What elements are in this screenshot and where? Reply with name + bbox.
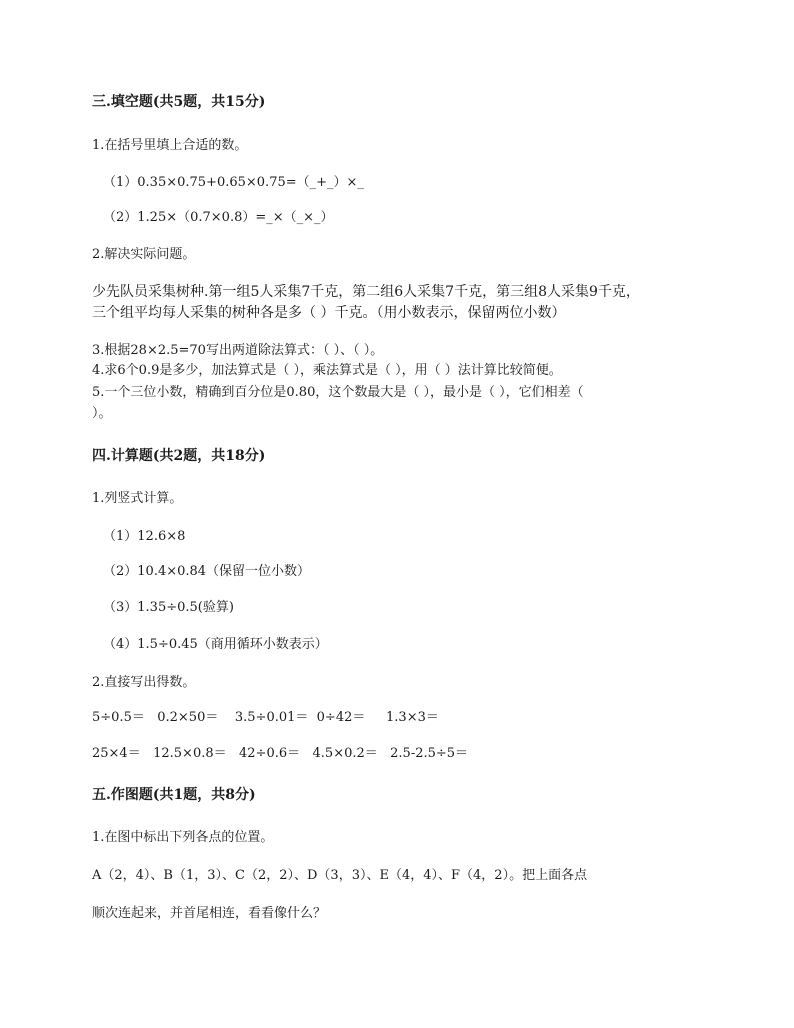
section-3-heading: 三.填空题(共5题，共15分) <box>92 94 266 110</box>
s4-q1-item-2: （2）10.4×0.84（保留一位小数） <box>103 564 311 579</box>
s3-q1-item-1: （1）0.35×0.75+0.65×0.75=（_+_）×_ <box>103 175 364 190</box>
s4-q2-row-2: 25×4＝ 12.5×0.8＝ 42÷0.6＝ 4.5×0.2＝ 2.5-2.5÷5＝ <box>92 746 469 761</box>
s4-q1-item-3: （3）1.35÷0.5(验算) <box>103 600 234 615</box>
s3-q2-stem: 2.解决实际问题。 <box>92 247 196 262</box>
s4-q2-row-1: 5÷0.5＝ 0.2×50＝ 3.5÷0.01＝ 0÷42＝ 1.3×3＝ <box>92 710 439 725</box>
s3-q2-line-2: 三个组平均每人采集的树种各是多（ ）千克。（用小数表示，保留两位小数） <box>92 305 566 321</box>
s3-q4: 4.求6个0.9是多少，加法算式是（ ），乘法算式是（ ），用（ ）法计算比较简便。 <box>92 363 562 378</box>
s3-q2-line-1: 少先队员采集树种.第一组5人采集7千克，第二组6人采集7千克，第三组8人采集9千克， <box>92 284 640 300</box>
section-5-heading: 五.作图题(共1题，共8分) <box>92 787 256 803</box>
s4-q1-item-4: （4）1.5÷0.45（商用循环小数表示） <box>103 637 328 652</box>
s3-q5-line-1: 5.一个三位小数，精确到百分位是0.80，这个数最大是（ ），最小是（ ），它们相差（ <box>92 385 584 400</box>
s5-q1-line-1: A（2，4）、B（1，3）、C（2，2）、D（3，3）、E（4，4）、F（4，2）。把上面各点 <box>92 868 588 883</box>
s4-q1-item-1: （1）12.6×8 <box>103 529 186 544</box>
s3-q1-stem: 1.在括号里填上合适的数。 <box>92 138 248 153</box>
s3-q3: 3.根据28×2.5=70写出两道除法算式：（ ）、（ ）。 <box>92 343 384 358</box>
s3-q1-item-2: （2）1.25×（0.7×0.8）=_×（_×_） <box>103 210 334 225</box>
section-4-heading: 四.计算题(共2题，共18分) <box>92 448 266 464</box>
s5-q1-stem: 1.在图中标出下列各点的位置。 <box>92 830 274 845</box>
s3-q5-line-2: ）。 <box>92 406 112 421</box>
s4-q1-stem: 1.列竖式计算。 <box>92 491 183 506</box>
s4-q2-stem: 2.直接写出得数。 <box>92 675 196 690</box>
s5-q1-line-2: 顺次连起来，并首尾相连，看看像什么？ <box>92 906 327 921</box>
